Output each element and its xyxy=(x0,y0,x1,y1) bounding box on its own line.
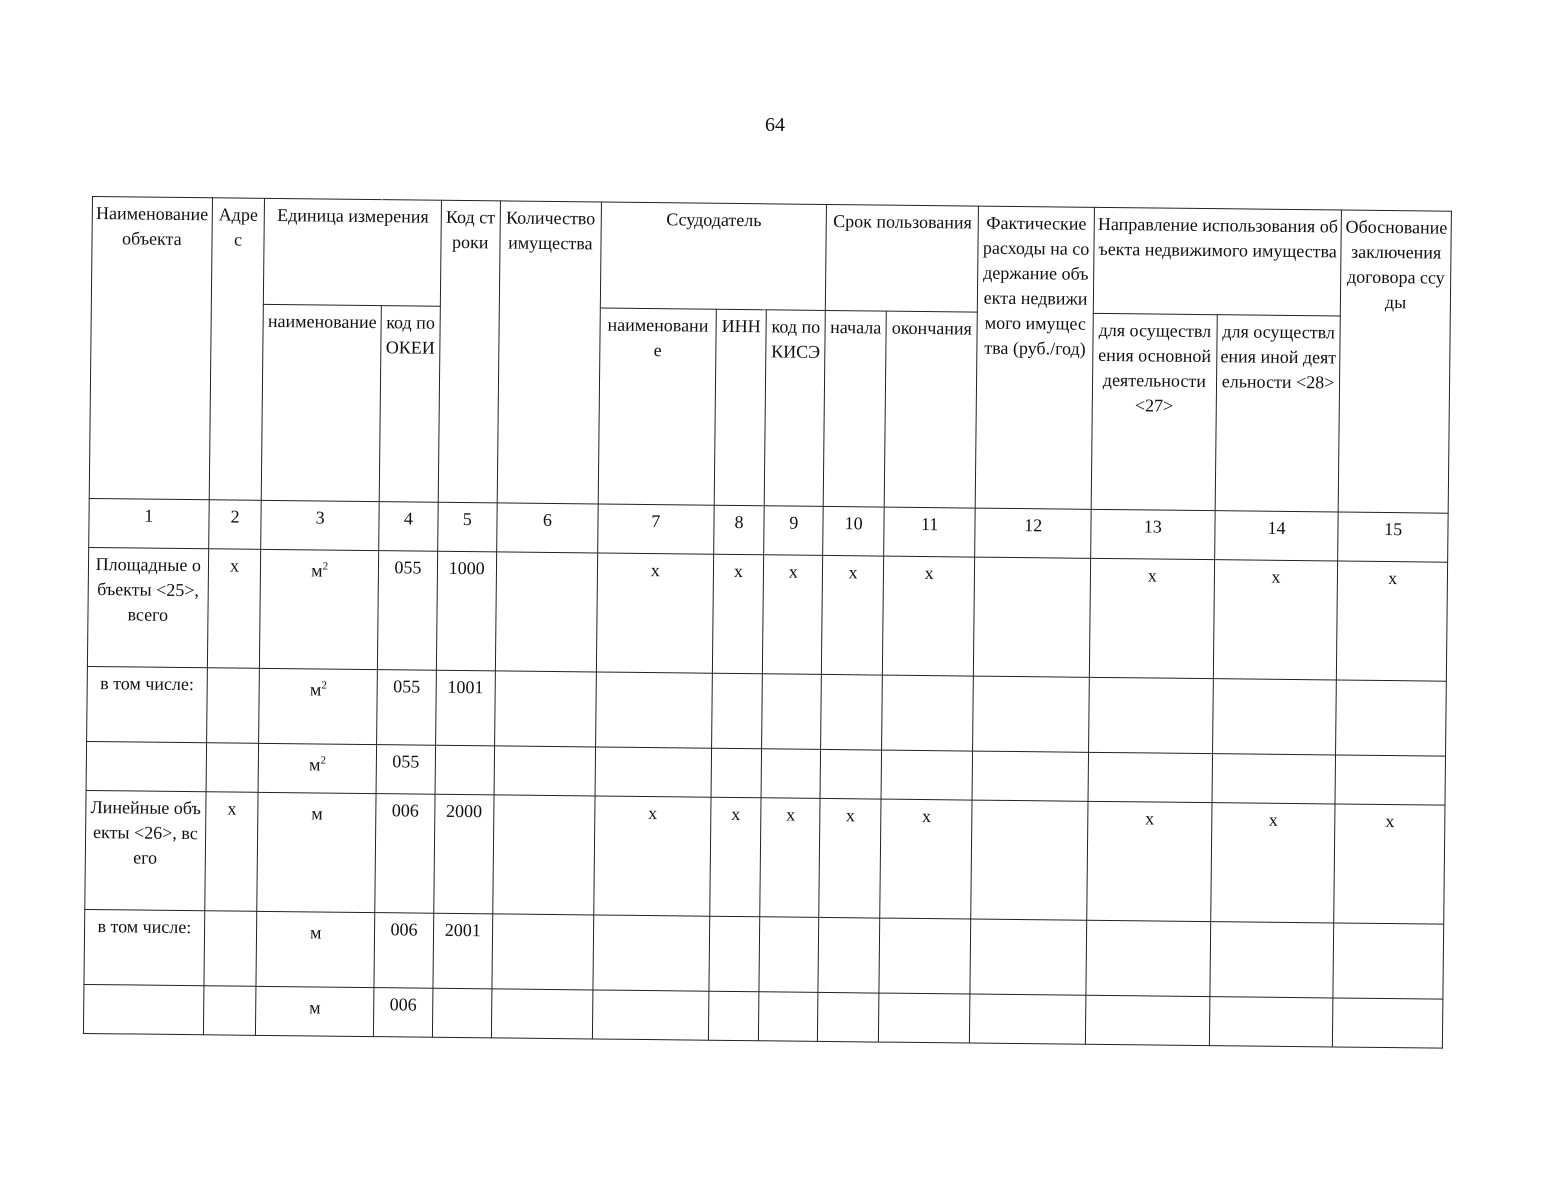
row-okei: 055 xyxy=(376,745,435,795)
column-number: 15 xyxy=(1338,512,1448,562)
row-name xyxy=(83,984,203,1034)
row-direction-main xyxy=(1086,920,1211,996)
row-direction-main: x xyxy=(1087,801,1212,921)
column-number: 8 xyxy=(713,505,764,555)
row-term-end xyxy=(882,675,974,751)
header-address: Адрес xyxy=(209,198,265,501)
row-lender-inn xyxy=(711,748,762,798)
row-direction-other xyxy=(1209,997,1333,1047)
row-basis xyxy=(1333,923,1443,999)
table-row xyxy=(85,790,1445,924)
row-lender-kise xyxy=(762,674,822,750)
row-lender-name: x xyxy=(596,553,713,673)
unit-symbol: м xyxy=(311,560,323,581)
row-cost xyxy=(971,800,1088,920)
row-name xyxy=(86,741,206,791)
column-number: 11 xyxy=(884,507,976,557)
row-direction-other: x xyxy=(1210,803,1335,923)
column-number: 12 xyxy=(975,508,1091,558)
row-okei: 055 xyxy=(377,551,437,671)
row-basis: x xyxy=(1334,804,1445,924)
row-okei: 006 xyxy=(374,913,434,989)
row-lender-name xyxy=(596,672,712,748)
header-direction: Направление использования объекта недвижимого имущества xyxy=(1093,207,1342,316)
row-unit xyxy=(259,668,377,744)
column-number: 9 xyxy=(764,506,823,556)
row-term-end: x xyxy=(880,799,973,919)
row-code: 2001 xyxy=(433,913,493,989)
row-code: 1001 xyxy=(435,670,495,746)
row-lender-kise: x xyxy=(760,798,820,918)
unit-symbol: м xyxy=(309,997,321,1018)
row-direction-main: x xyxy=(1089,558,1214,678)
row-lender-inn: x xyxy=(709,797,761,917)
row-address: x xyxy=(204,792,258,912)
row-basis xyxy=(1335,755,1445,805)
row-address: x xyxy=(207,549,261,669)
header-unit-name: наименование xyxy=(262,304,382,501)
unit-exponent: 2 xyxy=(320,754,327,767)
row-lender-kise xyxy=(759,917,819,993)
row-quantity xyxy=(494,746,596,796)
row-lender-inn: x xyxy=(712,554,764,674)
row-basis xyxy=(1333,998,1443,1048)
column-number: 1 xyxy=(89,498,209,548)
column-number: 6 xyxy=(496,503,598,553)
row-lender-kise xyxy=(759,992,818,1042)
row-quantity xyxy=(492,795,595,915)
header-line-code: Код строки xyxy=(438,200,500,503)
form-table-container xyxy=(83,196,1452,1049)
row-okei: 006 xyxy=(375,794,435,914)
column-number: 10 xyxy=(823,506,884,556)
header-direction-main: для осуществления основной деятельности <27> xyxy=(1091,313,1217,510)
row-cost xyxy=(974,557,1091,677)
row-okei: 055 xyxy=(377,670,437,746)
column-number: 7 xyxy=(598,504,714,554)
row-direction-main xyxy=(1088,677,1213,753)
unit-symbol: м xyxy=(311,803,323,824)
row-direction-other: x xyxy=(1213,560,1338,680)
row-direction-other xyxy=(1212,679,1337,755)
unit-symbol: м xyxy=(309,754,321,775)
row-term-end xyxy=(879,918,971,994)
header-unit-okei: код по ОКЕИ xyxy=(379,306,440,503)
header-term-end: окончания xyxy=(884,311,977,508)
row-term-end xyxy=(881,750,973,800)
row-lender-kise xyxy=(761,749,820,799)
row-basis xyxy=(1336,680,1446,756)
row-unit xyxy=(257,792,376,912)
row-basis: x xyxy=(1337,561,1448,681)
row-lender-inn xyxy=(709,916,761,992)
row-lender-name xyxy=(593,915,709,991)
header-actual-costs: Фактические расходы на содержание объекта недвижимого имущества (руб./год) xyxy=(976,206,1095,509)
unit-symbol: м xyxy=(309,679,322,700)
row-address xyxy=(203,986,256,1036)
table-row xyxy=(87,547,1447,681)
row-code: 2000 xyxy=(434,794,494,914)
header-term-start: начала xyxy=(823,310,886,507)
row-address xyxy=(204,911,258,987)
header-quantity: Количество имущества xyxy=(497,201,602,504)
row-name: Площадные объекты <25>, всего xyxy=(87,547,208,667)
row-term-start xyxy=(818,917,880,993)
row-term-start xyxy=(820,749,881,799)
header-term: Срок пользования xyxy=(826,204,979,312)
header-basis: Обоснование заключения договора ссуды xyxy=(1339,210,1452,513)
row-code: 1000 xyxy=(436,551,496,671)
header-row-sub xyxy=(89,302,1450,513)
row-lender-name xyxy=(595,747,711,797)
row-direction-other xyxy=(1210,922,1335,998)
row-okei: 006 xyxy=(373,988,432,1038)
row-term-start xyxy=(818,992,879,1042)
unit-symbol: м xyxy=(309,922,322,943)
row-name: в том числе: xyxy=(84,909,204,985)
row-quantity xyxy=(494,671,596,747)
row-quantity xyxy=(495,552,598,672)
header-row-top xyxy=(91,197,1451,318)
row-term-end: x xyxy=(882,556,975,676)
header-lender-name: наименование xyxy=(598,308,716,505)
unit-exponent: 2 xyxy=(321,679,327,692)
row-unit xyxy=(258,743,376,793)
row-code xyxy=(435,745,494,795)
row-direction-other xyxy=(1212,754,1336,804)
header-object-name: Наименование объекта xyxy=(89,197,212,500)
row-name: Линейные объекты <26>, всего xyxy=(85,790,206,910)
row-lender-name xyxy=(592,990,708,1040)
row-code xyxy=(432,988,491,1038)
row-direction-main xyxy=(1085,995,1209,1045)
row-lender-inn xyxy=(708,991,759,1041)
column-number: 13 xyxy=(1091,509,1215,559)
row-term-end xyxy=(878,993,970,1043)
row-term-start xyxy=(821,674,883,750)
row-term-start: x xyxy=(822,555,884,675)
row-quantity xyxy=(491,989,593,1039)
row-unit xyxy=(256,986,374,1036)
column-number: 14 xyxy=(1214,511,1338,561)
row-lender-inn xyxy=(711,673,763,749)
column-number: 5 xyxy=(438,502,497,552)
column-number: 3 xyxy=(261,500,379,550)
row-lender-kise: x xyxy=(763,555,823,675)
row-address xyxy=(206,743,259,793)
header-lender-inn: ИНН xyxy=(714,309,767,506)
header-lender-kise: код по КИСЭ xyxy=(765,310,826,507)
row-address xyxy=(206,668,260,744)
column-number: 2 xyxy=(208,500,261,550)
page-number: 64 xyxy=(765,114,785,136)
row-cost xyxy=(973,676,1089,752)
unit-exponent: 2 xyxy=(322,560,329,573)
row-term-start: x xyxy=(819,798,881,918)
property-table xyxy=(83,196,1452,1049)
header-lender: Ссудодатель xyxy=(600,202,826,310)
row-cost xyxy=(970,994,1086,1044)
header-unit: Единица измерения xyxy=(264,198,442,306)
row-cost xyxy=(972,751,1088,801)
header-direction-other: для осуществления иной деятельности <28> xyxy=(1215,315,1341,512)
row-quantity xyxy=(492,914,594,990)
row-direction-main xyxy=(1088,752,1212,802)
row-unit xyxy=(256,911,374,987)
row-unit xyxy=(260,549,379,669)
row-cost xyxy=(970,919,1086,995)
row-lender-name: x xyxy=(594,796,711,916)
column-number: 4 xyxy=(379,502,438,552)
row-name: в том числе: xyxy=(87,666,207,742)
